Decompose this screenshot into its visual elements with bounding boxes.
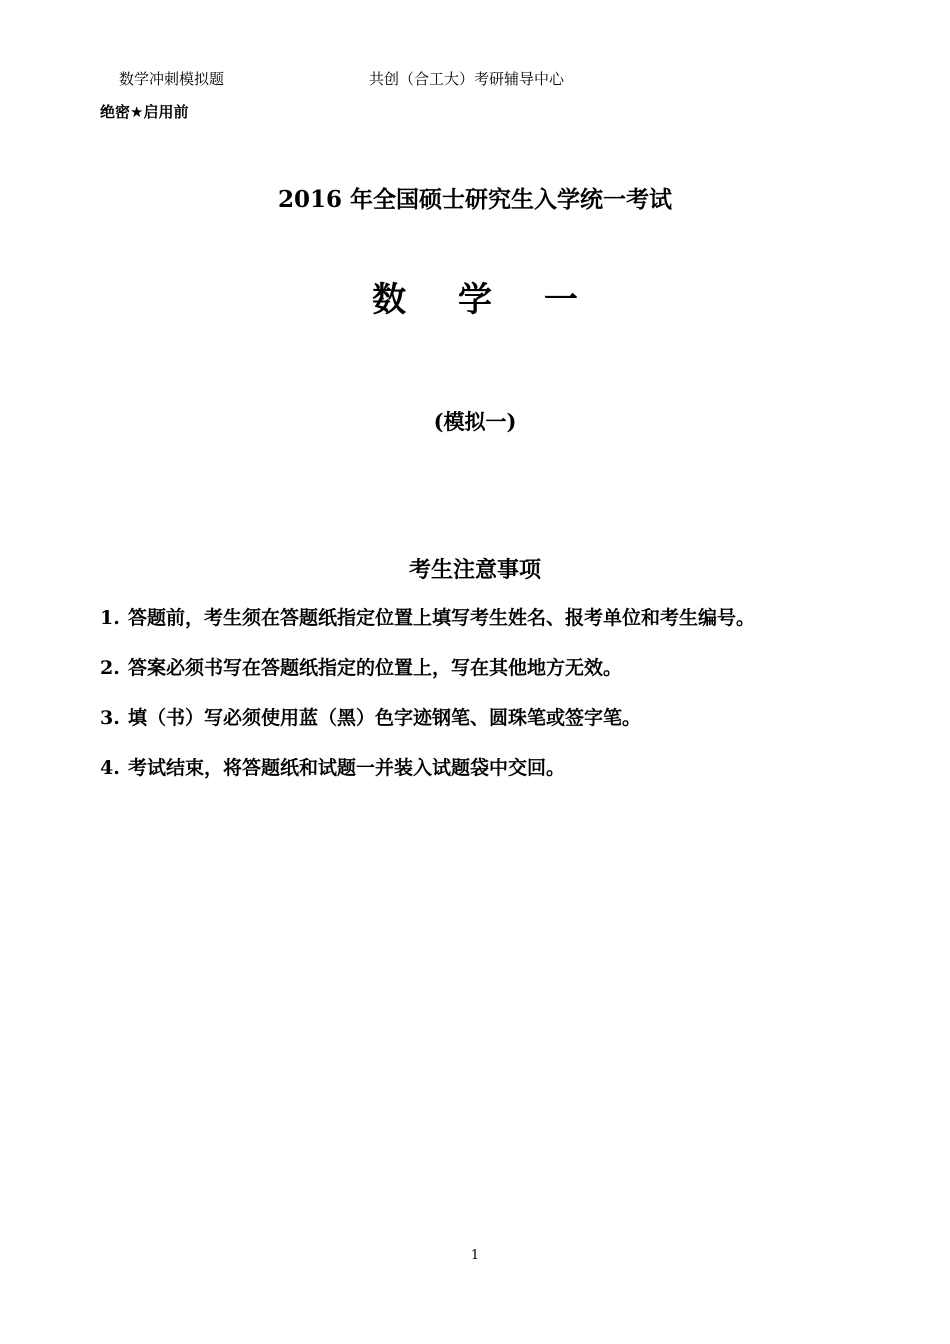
notice-item [100,753,755,803]
page-number: 1 [470,1248,480,1263]
notice-item-number: 3. [100,707,120,729]
notice-item [100,703,755,753]
notice-item-text: 填（书）写必须使用蓝（黑）色字迹钢笔、圆珠笔或签字笔。 [128,707,642,729]
notice-item-number: 2. [100,657,120,679]
notice-item-text: 答题前，考生须在答题纸指定位置上填写考生姓名、报考单位和考生编号。 [128,607,756,629]
subject-title: 数 学 一 [372,280,598,320]
notice-item [100,653,755,703]
notice-item-number: 4. [100,757,120,779]
exam-title: 2016 年全国硕士研究生入学统一考试 [277,186,673,213]
mock-label: (模拟一) [433,409,517,434]
notice-item-text: 考试结束，将答题纸和试题一并装入试题袋中交回。 [128,757,566,779]
notice-item [100,603,755,653]
notice-item-text: 答案必须书写在答题纸指定的位置上，写在其他地方无效。 [128,657,623,679]
header-right-text: 共创（合工大）考研辅导中心 [369,70,565,88]
notice-title: 考生注意事项 [408,558,541,583]
header-left-text: 数学冲刺模拟题 [119,70,225,88]
secret-mark: 绝密★启用前 [100,103,189,121]
notice-list [100,603,755,803]
notice-item-number: 1. [100,607,120,629]
